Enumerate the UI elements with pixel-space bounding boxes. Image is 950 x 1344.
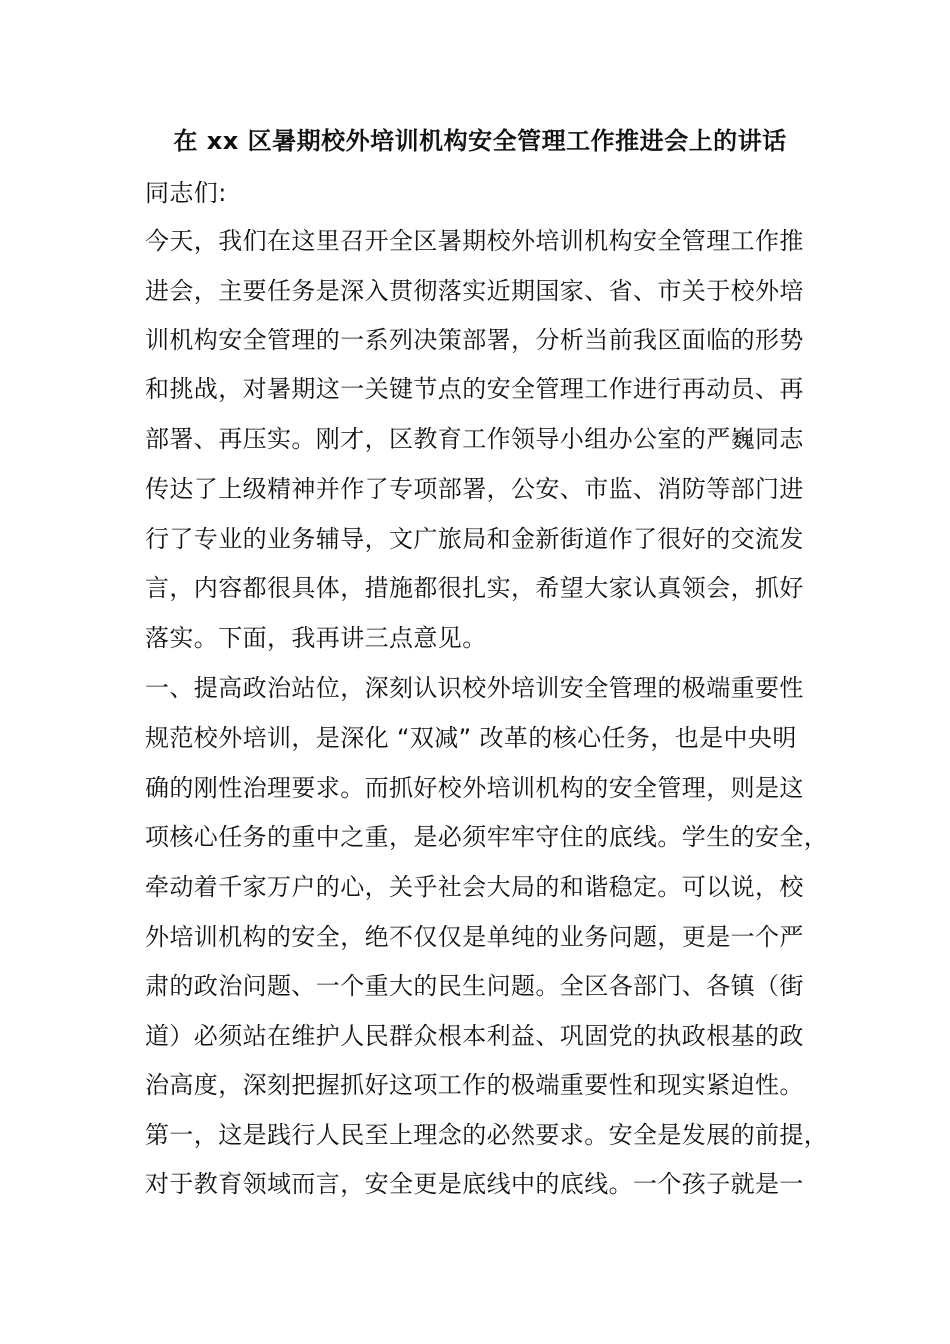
text-line: 行了专业的业务辅导，文广旅局和金新街道作了很好的交流发 xyxy=(145,525,804,553)
text-line: 进会，主要任务是深入贯彻落实近期国家、省、市关于校外培 xyxy=(145,277,804,305)
text-line: 今天，我们在这里召开全区暑期校外培训机构安全管理工作推 xyxy=(145,227,804,255)
text-line: 和挑战，对暑期这一关键节点的安全管理工作进行再动员、再 xyxy=(145,375,804,403)
text-line: 确的刚性治理要求。而抓好校外培训机构的安全管理，则是这 xyxy=(145,774,804,802)
text-line: 道）必须站在维护人民群众根本利益、巩固党的执政根基的政 xyxy=(145,1022,804,1050)
document-title: 在 xx 区暑期校外培训机构安全管理工作推进会上的讲话 xyxy=(173,127,787,155)
text-line: 第一，这是践行人民至上理念的必然要求。安全是发展的前提， xyxy=(145,1121,829,1149)
text-line: 对于教育领域而言，安全更是底线中的底线。一个孩子就是一 xyxy=(145,1170,804,1198)
text-line: 部署、再压实。刚才，区教育工作领导小组办公室的严巍同志 xyxy=(145,425,804,453)
text-line: 言，内容都很具体，措施都很扎实，希望大家认真领会，抓好 xyxy=(145,574,804,602)
section-heading: 一、提高政治站位，深刻认识校外培训安全管理的极端重要性 xyxy=(145,674,804,702)
text-line: 外培训机构的安全，绝不仅仅是单纯的业务问题，更是一个严 xyxy=(145,923,804,951)
text-line: 肃的政治问题、一个重大的民生问题。全区各部门、各镇（街 xyxy=(145,972,804,1000)
text-line: 治高度，深刻把握抓好这项工作的极端重要性和现实紧迫性。 xyxy=(145,1071,804,1099)
text-line: 同志们: xyxy=(145,179,227,207)
text-line: 牵动着千家万户的心，关乎社会大局的和谐稳定。可以说，校 xyxy=(145,873,804,901)
text-line: 项核心任务的重中之重，是必须牢牢守住的底线。学生的安全， xyxy=(145,823,829,851)
text-line: 落实。下面，我再讲三点意见。 xyxy=(145,624,487,652)
text-line: 训机构安全管理的一系列决策部署，分析当前我区面临的形势 xyxy=(145,326,804,354)
text-line: 规范校外培训，是深化 “双减” 改革的核心任务，也是中央明 xyxy=(145,724,797,752)
text-line: 传达了上级精神并作了专项部署，公安、市监、消防等部门进 xyxy=(145,475,804,503)
